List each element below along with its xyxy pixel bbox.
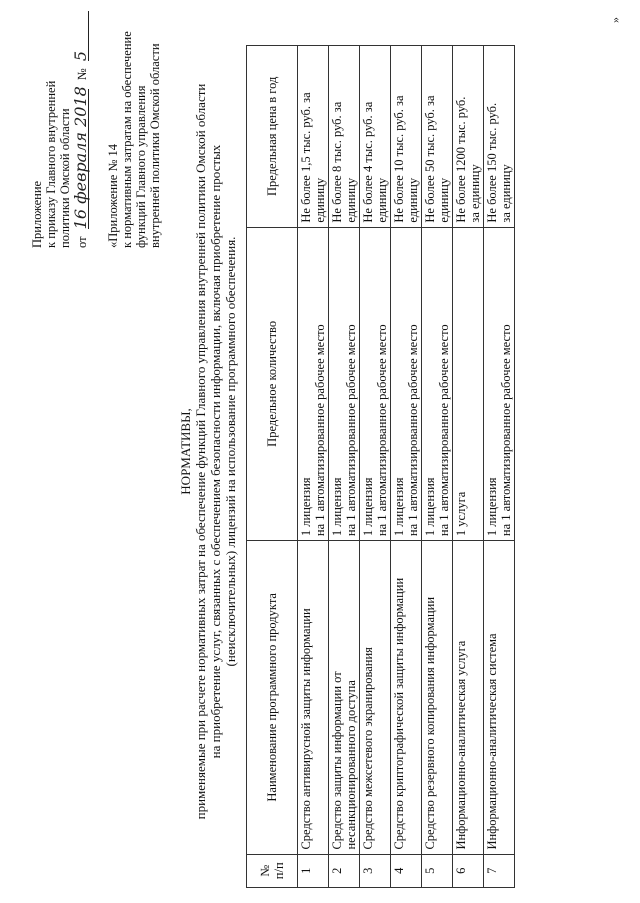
product-name: Средство резервного копирования информации xyxy=(422,541,453,854)
price-line-2: за единицу xyxy=(499,164,513,223)
price-line-1: Не более 10 тыс. руб. за xyxy=(392,95,406,223)
table-header-row xyxy=(247,46,298,888)
row-number: 4 xyxy=(391,854,422,887)
qty-line-2: на 1 автоматизированное рабочее место xyxy=(375,324,389,537)
price-line-1: Не более 50 тыс. руб. за xyxy=(423,95,437,223)
price-line-1: Не более 1200 тыс. руб. xyxy=(454,96,468,223)
max-quantity xyxy=(329,227,360,540)
product-name: Информационно-аналитическая услуга xyxy=(453,541,484,854)
qty-line-1: 1 лицензия xyxy=(423,477,437,537)
title-line-2: на приобретение услуг, связанных с обеспечением безопасности информации, включая приобретение простых xyxy=(208,144,223,759)
max-quantity xyxy=(360,227,391,540)
appendix-line-1: Приложение xyxy=(30,180,44,248)
product-name: Средство криптографической защиты информации xyxy=(391,541,422,854)
appendix-line-3: политики Омской области xyxy=(58,108,72,248)
qty-line-1: 1 лицензия xyxy=(330,477,344,537)
product-name: Средство межсетевого экранирования xyxy=(360,541,391,854)
price-line-2: за единицу xyxy=(468,164,482,223)
ref-line-4: внутренней политики Омской области xyxy=(148,43,162,248)
price-line-1: Не более 1,5 тыс. руб. за xyxy=(299,92,313,223)
table-row xyxy=(484,46,515,888)
ref-line-3: функций Главного управления xyxy=(134,85,148,248)
max-price xyxy=(329,46,360,228)
max-quantity xyxy=(453,227,484,540)
max-quantity xyxy=(422,227,453,540)
price-line-2: единицу xyxy=(313,177,327,223)
table-row xyxy=(391,46,422,888)
row-number: 2 xyxy=(329,854,360,887)
price-line-2: единицу xyxy=(375,177,389,223)
qty-line-2: на 1 автоматизированное рабочее место xyxy=(313,324,327,537)
price-line-2: единицу xyxy=(344,177,358,223)
table-row xyxy=(360,46,391,888)
header-max-quantity: Предельное количество xyxy=(247,227,298,540)
qty-line-2: на 1 автоматизированное рабочее место xyxy=(344,324,358,537)
qty-line-2: на 1 автоматизированное рабочее место xyxy=(499,324,513,537)
row-number: 5 xyxy=(422,854,453,887)
header-max-price: Предельная цена в год xyxy=(247,46,298,228)
date-prefix: от xyxy=(75,236,89,248)
max-quantity xyxy=(391,227,422,540)
qty-line-2: на 1 автоматизированное рабочее место xyxy=(437,324,451,537)
title-line-3: (неисключительных) лицензий на использование программного обеспечения. xyxy=(223,236,238,667)
qty-line-1: 1 лицензия xyxy=(361,477,375,537)
qty-line-1: 1 лицензия xyxy=(485,477,499,537)
price-line-1: Не более 4 тыс. руб. за xyxy=(361,101,375,223)
price-line-1: Не более 8 тыс. руб. за xyxy=(330,101,344,223)
product-name: Информационно-аналитическая система xyxy=(484,541,515,854)
row-number: 6 xyxy=(453,854,484,887)
header-number: № п/п xyxy=(247,854,298,887)
max-price xyxy=(453,46,484,228)
table-row xyxy=(329,46,360,888)
handwritten-date: 16 февраля 2018 xyxy=(71,86,90,230)
max-price xyxy=(484,46,515,228)
qty-line-1: 1 услуга xyxy=(454,491,468,537)
table-row xyxy=(422,46,453,888)
qty-line-1: 1 лицензия xyxy=(392,477,406,537)
title-line-1: применяемые при расчете нормативных затрат на обеспечение функций Главного управления внутренней политики Омской области xyxy=(193,83,208,820)
row-number: 1 xyxy=(298,854,329,887)
max-price xyxy=(391,46,422,228)
max-quantity xyxy=(298,227,329,540)
row-number: 7 xyxy=(484,854,515,887)
closing-quote-mark: » xyxy=(608,17,622,23)
name-line-1: Средство защиты информации от xyxy=(330,671,344,850)
price-line-2: единицу xyxy=(406,177,420,223)
product-name: Средство антивирусной защиты информации xyxy=(298,541,329,854)
appendix-date-line xyxy=(71,11,90,248)
name-line-2: несанкционированного доступа xyxy=(344,680,358,850)
table-row xyxy=(298,46,329,888)
qty-line-1: 1 лицензия xyxy=(299,477,313,537)
row-number: 3 xyxy=(360,854,391,887)
price-line-2: единицу xyxy=(437,177,451,223)
handwritten-number: 5 xyxy=(74,11,89,61)
product-name xyxy=(329,541,360,854)
price-line-1: Не более 150 тыс. руб. xyxy=(485,102,499,223)
table-row xyxy=(453,46,484,888)
ref-line-1: «Приложение № 14 xyxy=(106,143,120,248)
appendix-line-2: к приказу Главного внутренней xyxy=(44,80,58,248)
norms-table xyxy=(246,45,515,888)
qty-line-2: на 1 автоматизированное рабочее место xyxy=(406,324,420,537)
max-price xyxy=(422,46,453,228)
ref-line-2: к нормативным затратам на обеспечение xyxy=(120,31,134,248)
title-main: НОРМАТИВЫ, xyxy=(178,408,193,495)
max-price xyxy=(360,46,391,228)
number-sign: № xyxy=(75,68,89,81)
max-quantity xyxy=(484,227,515,540)
max-price xyxy=(298,46,329,228)
header-product-name: Наименование программного продукта xyxy=(247,541,298,854)
